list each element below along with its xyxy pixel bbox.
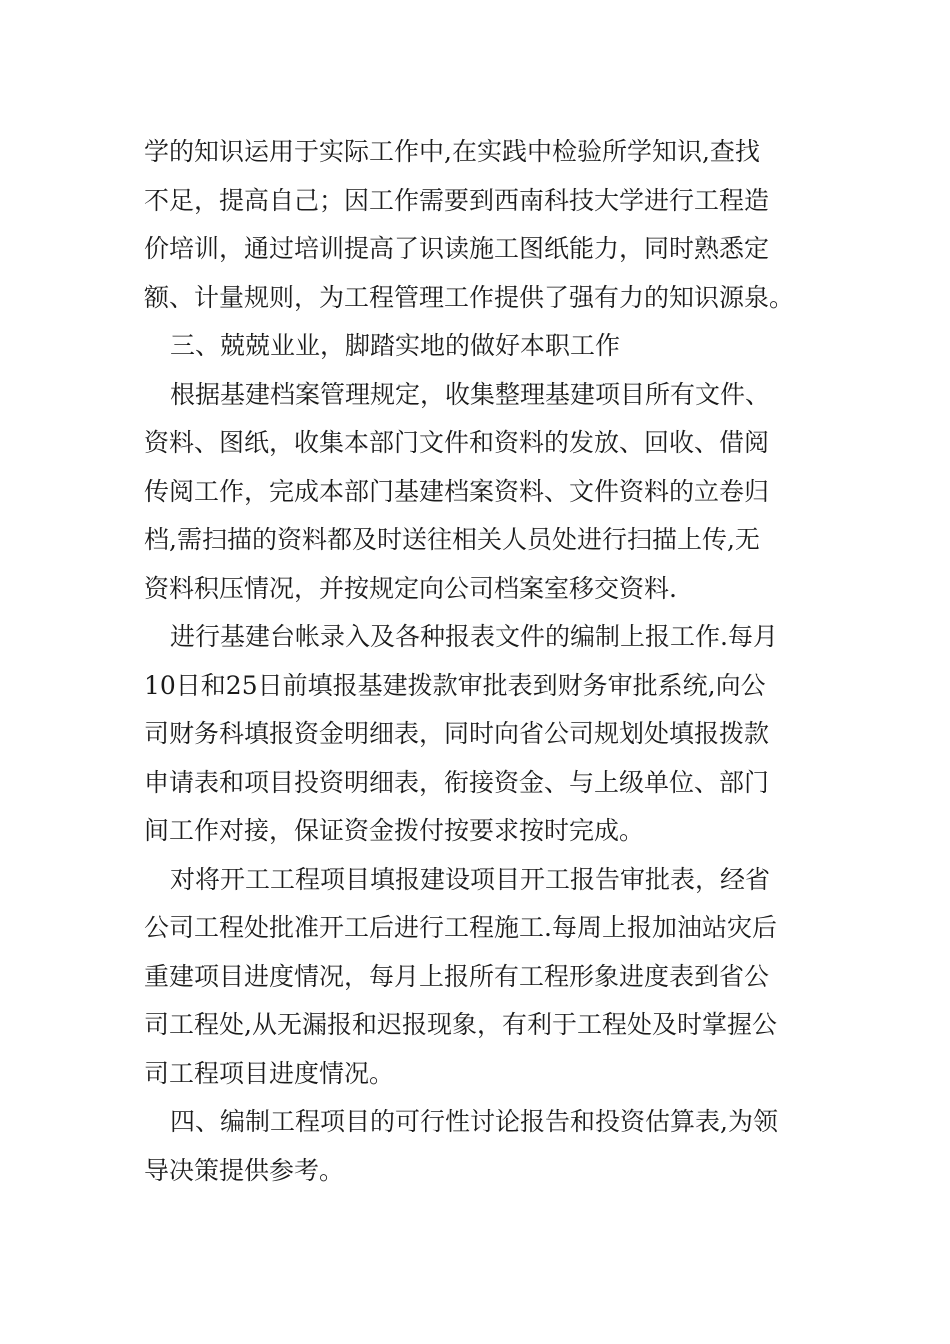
- text-line: 10日和25日前填报基建拨款审批表到财务审批系统,向公: [144, 670, 766, 700]
- text-line: 司工程处,从无漏报和迟报现象，有利于工程处及时掌握公: [144, 1010, 777, 1039]
- text-line: 根据基建档案管理规定，收集整理基建项目所有文件、: [170, 379, 771, 409]
- section-heading: 四、编制工程项目的可行性讨论报告和投资估算表,为领: [170, 1107, 778, 1136]
- text-line: 导决策提供参考。: [144, 1155, 345, 1185]
- text-line: 档,需扫描的资料都及时送往相关人员处进行扫描上传,无: [144, 525, 760, 554]
- text-line: 公司工程处批准开工后进行工程施工.每周上报加油站灾后: [144, 913, 777, 942]
- text-line: 额、计量规则，为工程管理工作提供了强有力的知识源泉。: [144, 282, 795, 312]
- text-line: 资料、图纸，收集本部门文件和资料的发放、回收、借阅: [144, 428, 770, 457]
- text-line: 传阅工作，完成本部门基建档案资料、文件资料的立卷归: [144, 476, 770, 506]
- text-line: 学的知识运用于实际工作中,在实践中检验所学知识,查找: [144, 137, 760, 166]
- section-heading: 三、兢兢业业，脚踏实地的做好本职工作: [170, 331, 621, 360]
- text-line: 司财务科填报资金明细表，同时向省公司规划处填报拨款: [144, 719, 770, 748]
- text-line: 对将开工工程项目填报建设项目开工报告审批表，经省: [170, 864, 771, 894]
- text-line: 不足，提高自己；因工作需要到西南科技大学进行工程造: [144, 185, 770, 215]
- text-line: 重建项目进度情况，每月上报所有工程形象进度表到省公: [144, 961, 770, 991]
- document-body: [144, 128, 808, 1195]
- text-line: 进行基建台帐录入及各种报表文件的编制上报工作.每月: [170, 622, 778, 651]
- text-line: 价培训，通过培训提高了识读施工图纸能力，同时熟悉定: [144, 234, 770, 263]
- text-line: 申请表和项目投资明细表，衔接资金、与上级单位、部门: [144, 767, 770, 797]
- text-line: 司工程项目进度情况。: [144, 1058, 395, 1088]
- text-line: 间工作对接，保证资金拨付按要求按时完成。: [144, 816, 645, 845]
- text-line: 资料积压情况，并按规定向公司档案室移交资料.: [144, 573, 677, 603]
